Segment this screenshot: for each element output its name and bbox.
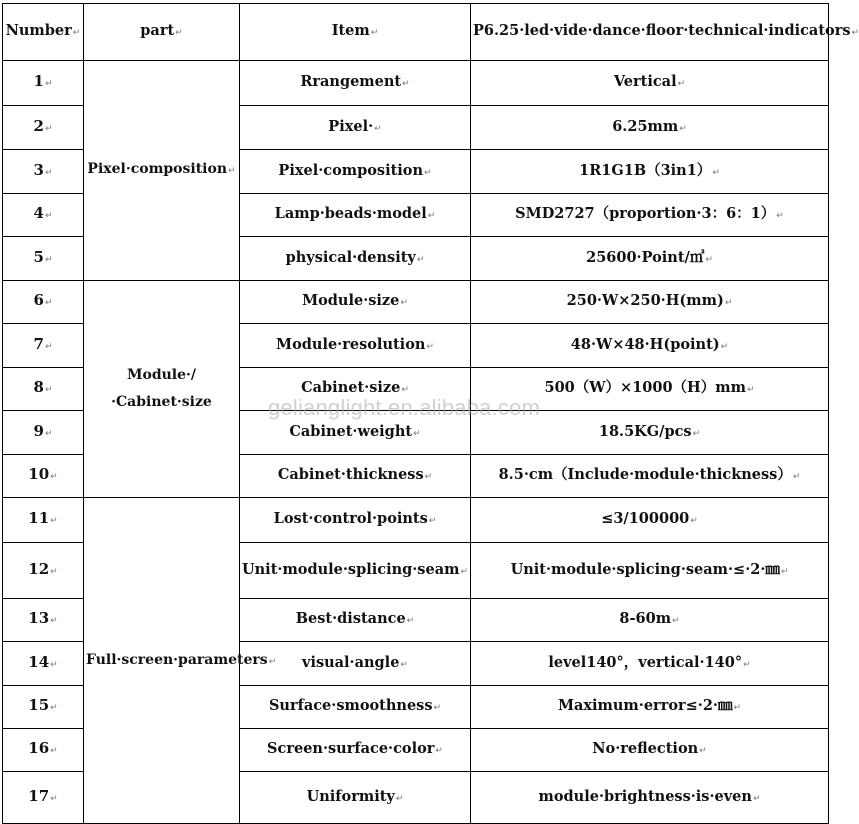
row-number <box>3 150 84 194</box>
row-number <box>3 686 84 729</box>
row-item <box>240 281 471 324</box>
row-value <box>471 411 829 455</box>
row-number <box>3 498 84 543</box>
row-value-text: No·reflection <box>592 740 699 757</box>
table-row <box>3 498 829 543</box>
row-value-text: Maximum·error≤·2·㎜ <box>557 697 733 714</box>
row-number <box>3 772 84 824</box>
paragraph-mark-icon: ↵ <box>690 516 698 526</box>
paragraph-mark-icon: ↵ <box>435 746 443 756</box>
row-item-text: Cabinet·thickness <box>277 466 424 483</box>
paragraph-mark-icon: ↵ <box>50 793 58 804</box>
row-number-text: 14 <box>28 652 50 671</box>
header-indicators-label: P6.25·led·vide·dance·floor·technical·indicators <box>473 22 851 39</box>
paragraph-mark-icon: ↵ <box>433 703 442 713</box>
header-number-label: Number <box>5 22 72 39</box>
row-value-text: ≤3/100000 <box>601 510 690 527</box>
paragraph-mark-icon: ↵ <box>374 123 382 134</box>
row-item <box>240 150 471 194</box>
row-number-text: 5 <box>33 247 44 266</box>
row-number <box>3 368 84 411</box>
paragraph-mark-icon: ↵ <box>733 703 742 713</box>
row-number <box>3 324 84 368</box>
paragraph-mark-icon: ↵ <box>406 616 415 626</box>
row-value-text: 18.5KG/pcs <box>598 422 692 440</box>
header-part <box>84 4 240 61</box>
row-number <box>3 411 84 455</box>
table-row <box>3 281 829 324</box>
row-item <box>240 686 471 729</box>
row-number-text: 13 <box>28 609 50 627</box>
row-value-text: 25600·Point/㎡ <box>586 248 705 266</box>
row-value-text: 8-60m <box>619 610 672 627</box>
paragraph-mark-icon: ↵ <box>705 254 713 265</box>
row-value <box>471 106 829 150</box>
table-row <box>3 61 829 106</box>
row-value <box>471 150 829 194</box>
paragraph-mark-icon: ↵ <box>50 566 58 577</box>
row-number-text: 12 <box>28 559 50 578</box>
row-value <box>471 368 829 411</box>
paragraph-mark-icon: ↵ <box>752 793 761 804</box>
row-number-text: 7 <box>33 334 44 353</box>
paragraph-mark-icon: ↵ <box>44 428 53 439</box>
row-value-text: 6.25mm <box>612 117 679 135</box>
row-item-text: Surface·smoothness <box>268 697 433 714</box>
row-number <box>3 106 84 150</box>
row-item <box>240 411 471 455</box>
row-item-text: Pixel· <box>328 117 374 135</box>
row-value <box>471 772 829 824</box>
row-value-text: 48·W×48·H(point) <box>570 335 720 353</box>
row-value <box>471 543 829 599</box>
row-number-text: 2 <box>33 116 44 135</box>
row-value <box>471 61 829 106</box>
paragraph-mark-icon: ↵ <box>268 656 277 667</box>
row-number <box>3 61 84 106</box>
paragraph-mark-icon: ↵ <box>370 28 379 38</box>
row-number-text: 16 <box>28 739 50 757</box>
row-value-text: 8.5·cm（Include·module·thickness） <box>498 466 792 483</box>
spec-table <box>2 3 859 824</box>
row-item <box>240 498 471 543</box>
row-item-text: visual·angle <box>302 653 400 671</box>
paragraph-mark-icon: ↵ <box>44 385 53 395</box>
row-number-text: 1 <box>33 72 44 90</box>
paragraph-mark-icon: ↵ <box>724 298 733 308</box>
row-number <box>3 237 84 281</box>
paragraph-mark-icon: ↵ <box>50 746 58 756</box>
paragraph-mark-icon: ↵ <box>428 516 437 526</box>
row-number-text: 3 <box>33 160 44 179</box>
row-item <box>240 455 471 498</box>
paragraph-mark-icon: ↵ <box>50 516 58 526</box>
paragraph-mark-icon: ↵ <box>175 28 183 38</box>
row-value <box>471 237 829 281</box>
paragraph-mark-icon: ↵ <box>44 211 53 221</box>
paragraph-mark-icon: ↵ <box>44 167 53 178</box>
part-group-label: Module·/·Cabinet·size <box>111 367 212 410</box>
part-group-label: Pixel·composition <box>87 161 228 177</box>
paragraph-mark-icon: ↵ <box>712 167 720 178</box>
row-item-text: Unit·module·splicing·seam <box>242 560 460 578</box>
header-part-label: part <box>140 22 175 39</box>
row-number-text: 6 <box>33 291 44 309</box>
paragraph-mark-icon: ↵ <box>400 659 408 670</box>
paragraph-mark-icon: ↵ <box>851 28 859 38</box>
paragraph-mark-icon: ↵ <box>44 298 53 308</box>
paragraph-mark-icon: ↵ <box>746 385 755 395</box>
row-value-text: Unit·module·splicing·seam·≤·2·㎜ <box>510 560 780 578</box>
row-value-text: level140°，vertical·140° <box>548 653 743 671</box>
row-value-text: module·brightness·is·even <box>538 787 752 805</box>
paragraph-mark-icon: ↵ <box>426 341 434 352</box>
row-number-text: 15 <box>28 696 50 714</box>
header-indicators <box>471 4 859 61</box>
row-value <box>471 194 829 237</box>
paragraph-mark-icon: ↵ <box>780 566 789 577</box>
paragraph-mark-icon: ↵ <box>677 79 686 89</box>
row-value <box>471 455 829 498</box>
paragraph-mark-icon: ↵ <box>460 566 468 577</box>
paragraph-mark-icon: ↵ <box>699 746 707 756</box>
paragraph-mark-icon: ↵ <box>776 211 784 221</box>
paragraph-mark-icon: ↵ <box>44 254 53 265</box>
header-item-label: Item <box>331 22 370 39</box>
part-group-label: Full·screen·parameters <box>86 651 268 668</box>
paragraph-mark-icon: ↵ <box>413 428 421 439</box>
row-item-text: Uniformity <box>306 787 395 805</box>
row-item-text: Cabinet·size <box>301 379 401 396</box>
paragraph-mark-icon: ↵ <box>720 341 729 352</box>
paragraph-mark-icon: ↵ <box>44 123 53 134</box>
row-number <box>3 599 84 642</box>
row-item <box>240 368 471 411</box>
row-item-text: Module·size <box>302 292 400 309</box>
row-number-text: 4 <box>33 204 44 222</box>
row-value <box>471 498 829 543</box>
paragraph-mark-icon: ↵ <box>50 703 58 713</box>
header-number <box>3 4 84 61</box>
watermark: gelianglight.en.alibaba.com <box>268 395 541 420</box>
paragraph-mark-icon: ↵ <box>401 385 409 395</box>
paragraph-mark-icon: ↵ <box>679 123 687 134</box>
row-value <box>471 599 829 642</box>
paragraph-mark-icon: ↵ <box>692 428 701 439</box>
row-number-text: 10 <box>28 465 50 483</box>
paragraph-mark-icon: ↵ <box>44 341 53 352</box>
paragraph-mark-icon: ↵ <box>427 211 436 221</box>
row-item <box>240 194 471 237</box>
row-number <box>3 543 84 599</box>
row-number-text: 11 <box>28 509 50 527</box>
row-number-text: 9 <box>33 421 44 440</box>
row-item <box>240 106 471 150</box>
row-item-text: Module·resolution <box>276 335 426 353</box>
paragraph-mark-icon: ↵ <box>50 659 58 670</box>
part-group-pixel-composition <box>84 61 240 281</box>
row-value-text: SMD2727（proportion·3：6：1） <box>515 205 776 222</box>
row-value-text: 500（W）×1000（H）mm <box>544 379 746 396</box>
row-item-text: Screen·surface·color <box>267 740 435 757</box>
paragraph-mark-icon: ↵ <box>50 616 58 626</box>
paragraph-mark-icon: ↵ <box>424 472 433 482</box>
row-item <box>240 772 471 824</box>
row-item <box>240 61 471 106</box>
paragraph-mark-icon: ↵ <box>395 793 404 804</box>
row-number-text: 17 <box>28 786 50 805</box>
part-group-full-screen-parameters <box>84 498 277 824</box>
paragraph-mark-icon: ↵ <box>743 659 751 670</box>
row-number <box>3 281 84 324</box>
row-item <box>240 237 471 281</box>
row-value <box>471 642 829 686</box>
paragraph-mark-icon: ↵ <box>50 472 58 482</box>
row-item-text: Rrangement <box>300 73 402 90</box>
paragraph-mark-icon: ↵ <box>402 79 410 89</box>
header-item <box>240 4 471 61</box>
row-item-text: Lamp·beads·model <box>274 205 427 222</box>
paragraph-mark-icon: ↵ <box>424 167 432 178</box>
row-value <box>471 324 829 368</box>
row-number <box>3 455 84 498</box>
row-item-text: Cabinet·weight <box>289 422 413 440</box>
paragraph-mark-icon: ↵ <box>228 166 236 176</box>
paragraph-mark-icon: ↵ <box>72 28 81 38</box>
paragraph-mark-icon: ↵ <box>416 254 425 265</box>
paragraph-mark-icon: ↵ <box>44 79 53 89</box>
part-group-module-cabinet-size <box>84 281 240 498</box>
row-value-text: 250·W×250·H(mm) <box>566 292 724 309</box>
row-item-text: Pixel·composition <box>278 161 424 179</box>
row-item-text: Lost·control·points <box>273 510 428 527</box>
row-item-text: Best·distance <box>295 610 406 627</box>
row-item-text: physical·density <box>285 248 416 266</box>
row-number-text: 8 <box>33 378 44 396</box>
row-value <box>471 729 829 772</box>
row-item <box>240 543 471 599</box>
row-item <box>240 324 471 368</box>
row-number <box>3 194 84 237</box>
paragraph-mark-icon: ↵ <box>400 298 408 308</box>
paragraph-mark-icon: ↵ <box>672 616 680 626</box>
row-value <box>471 686 829 729</box>
paragraph-mark-icon: ↵ <box>792 472 801 482</box>
row-value-text: Vertical <box>613 73 677 90</box>
row-item <box>240 599 471 642</box>
row-value-text: 1R1G1B（3in1） <box>579 161 712 179</box>
header-row <box>3 4 829 61</box>
row-item <box>240 729 471 772</box>
row-number <box>3 729 84 772</box>
row-number <box>3 642 84 686</box>
row-value <box>471 281 829 324</box>
